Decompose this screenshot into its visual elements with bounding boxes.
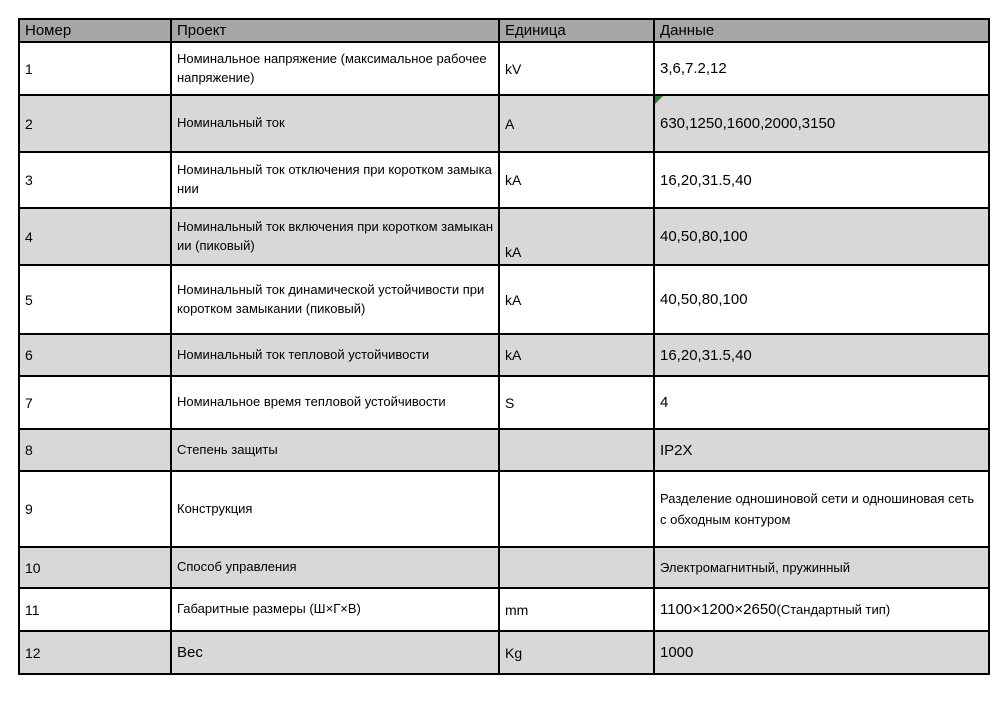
data-cell <box>654 152 989 208</box>
data-note: (Стандартный тип) <box>776 602 891 617</box>
data-value: 40,50,80,100 <box>660 228 748 245</box>
project-cell <box>171 208 499 265</box>
row-number: 10 <box>25 559 41 576</box>
project-cell <box>171 429 499 471</box>
table-row <box>19 471 989 547</box>
table-row <box>19 208 989 265</box>
row-number: 9 <box>25 501 33 517</box>
project-label: Номинальный ток <box>177 115 285 131</box>
unit-cell <box>499 152 654 208</box>
data-cell <box>654 265 989 334</box>
project-cell <box>171 265 499 334</box>
unit-cell <box>499 376 654 429</box>
unit-cell <box>499 95 654 152</box>
table-row <box>19 152 989 208</box>
unit-cell <box>499 547 654 588</box>
project-cell <box>171 95 499 152</box>
data-value: 1000 <box>660 644 694 661</box>
row-number-cell <box>19 547 171 588</box>
unit-cell <box>499 42 654 95</box>
project-cell <box>171 152 499 208</box>
data-value: 16,20,31.5,40 <box>660 171 752 189</box>
project-cell <box>171 547 499 588</box>
unit-label: kA <box>505 172 522 188</box>
project-cell <box>171 471 499 547</box>
data-cell <box>654 547 989 588</box>
row-number-cell <box>19 376 171 429</box>
col-header-project: Проект <box>171 19 499 42</box>
data-value: 4 <box>660 394 669 411</box>
data-value: 16,20,31.5,40 <box>660 346 752 364</box>
unit-label: kA <box>505 291 522 308</box>
table-row <box>19 42 989 95</box>
row-number-cell <box>19 334 171 376</box>
project-label: Габаритные размеры (Ш×Г×В) <box>177 601 361 617</box>
row-number: 3 <box>25 172 33 188</box>
table-row <box>19 631 989 674</box>
project-cell <box>171 588 499 631</box>
data-value: IP2X <box>660 441 693 459</box>
project-cell <box>171 376 499 429</box>
row-number-cell <box>19 471 171 547</box>
row-number-cell <box>19 208 171 265</box>
data-cell <box>654 42 989 95</box>
data-cell <box>654 208 989 265</box>
row-number-cell <box>19 42 171 95</box>
data-value: 40,50,80,100 <box>660 291 748 308</box>
data-cell <box>654 334 989 376</box>
row-number-cell <box>19 429 171 471</box>
row-number: 7 <box>25 394 33 411</box>
table-body <box>19 42 989 674</box>
spec-table <box>18 18 990 675</box>
data-cell <box>654 588 989 631</box>
row-number: 5 <box>25 291 33 308</box>
row-number-cell <box>19 152 171 208</box>
unit-cell <box>499 631 654 674</box>
project-cell <box>171 42 499 95</box>
table-header <box>19 19 989 42</box>
project-label: Способ управления <box>177 559 297 575</box>
project-label: Номинальный ток динамической устойчивости при коротком замыкании (пиковый) <box>177 281 485 316</box>
table-row <box>19 588 989 631</box>
table-row <box>19 95 989 152</box>
data-cell <box>654 376 989 429</box>
data-cell <box>654 631 989 674</box>
unit-cell <box>499 588 654 631</box>
data-value: 3,6,7.2,12 <box>660 60 727 77</box>
data-cell <box>654 429 989 471</box>
row-number: 2 <box>25 115 33 132</box>
green-corner-triangle-icon <box>655 96 663 104</box>
row-number-cell <box>19 631 171 674</box>
project-label: Номинальный ток тепловой устойчивости <box>177 346 430 362</box>
data-value: 1100×1200×2650 <box>660 601 777 618</box>
project-cell <box>171 334 499 376</box>
col-header-number: Номер <box>19 19 171 42</box>
row-number-cell <box>19 95 171 152</box>
unit-cell <box>499 265 654 334</box>
col-header-data: Данные <box>654 19 989 42</box>
unit-label: A <box>505 115 515 132</box>
row-number: 12 <box>25 644 41 661</box>
data-cell <box>654 471 989 547</box>
row-number-cell <box>19 588 171 631</box>
unit-label: Kg <box>505 644 523 661</box>
unit-label: kV <box>505 60 522 77</box>
col-header-unit: Единица <box>499 19 654 42</box>
unit-cell <box>499 429 654 471</box>
table-row <box>19 376 989 429</box>
project-label: Степень защиты <box>177 441 278 457</box>
data-value: Разделение одношиновой сети и одношиновая сеть с обходным контуром <box>660 491 975 527</box>
project-label: Номинальное время тепловой устойчивости <box>177 394 446 410</box>
row-number: 8 <box>25 442 33 458</box>
table-row <box>19 334 989 376</box>
row-number: 1 <box>25 60 33 77</box>
project-label: Номинальное напряжение (максимальное рабочее напряжение) <box>177 50 487 85</box>
project-label: Вес <box>177 643 203 661</box>
project-label: Конструкция <box>177 500 253 516</box>
row-number: 11 <box>25 601 40 618</box>
project-label: Номинальный ток отключения при коротком замыкании <box>177 162 492 196</box>
unit-cell <box>499 471 654 547</box>
unit-label: mm <box>505 601 529 618</box>
unit-cell <box>499 334 654 376</box>
unit-label: kA <box>505 244 522 260</box>
row-number: 4 <box>25 228 33 245</box>
project-cell <box>171 631 499 674</box>
data-value: 630,1250,1600,2000,3150 <box>660 115 836 132</box>
table-row <box>19 265 989 334</box>
header-row <box>19 19 989 42</box>
row-number-cell <box>19 265 171 334</box>
unit-label: kA <box>505 347 522 363</box>
table-row <box>19 547 989 588</box>
row-number: 6 <box>25 347 33 363</box>
unit-cell <box>499 208 654 265</box>
table-row <box>19 429 989 471</box>
data-cell <box>654 95 989 152</box>
project-label: Номинальный ток включения при коротком замыкании (пиковый) <box>177 218 494 253</box>
unit-label: S <box>505 394 515 411</box>
data-value: Электромагнитный, пружинный <box>660 560 850 575</box>
